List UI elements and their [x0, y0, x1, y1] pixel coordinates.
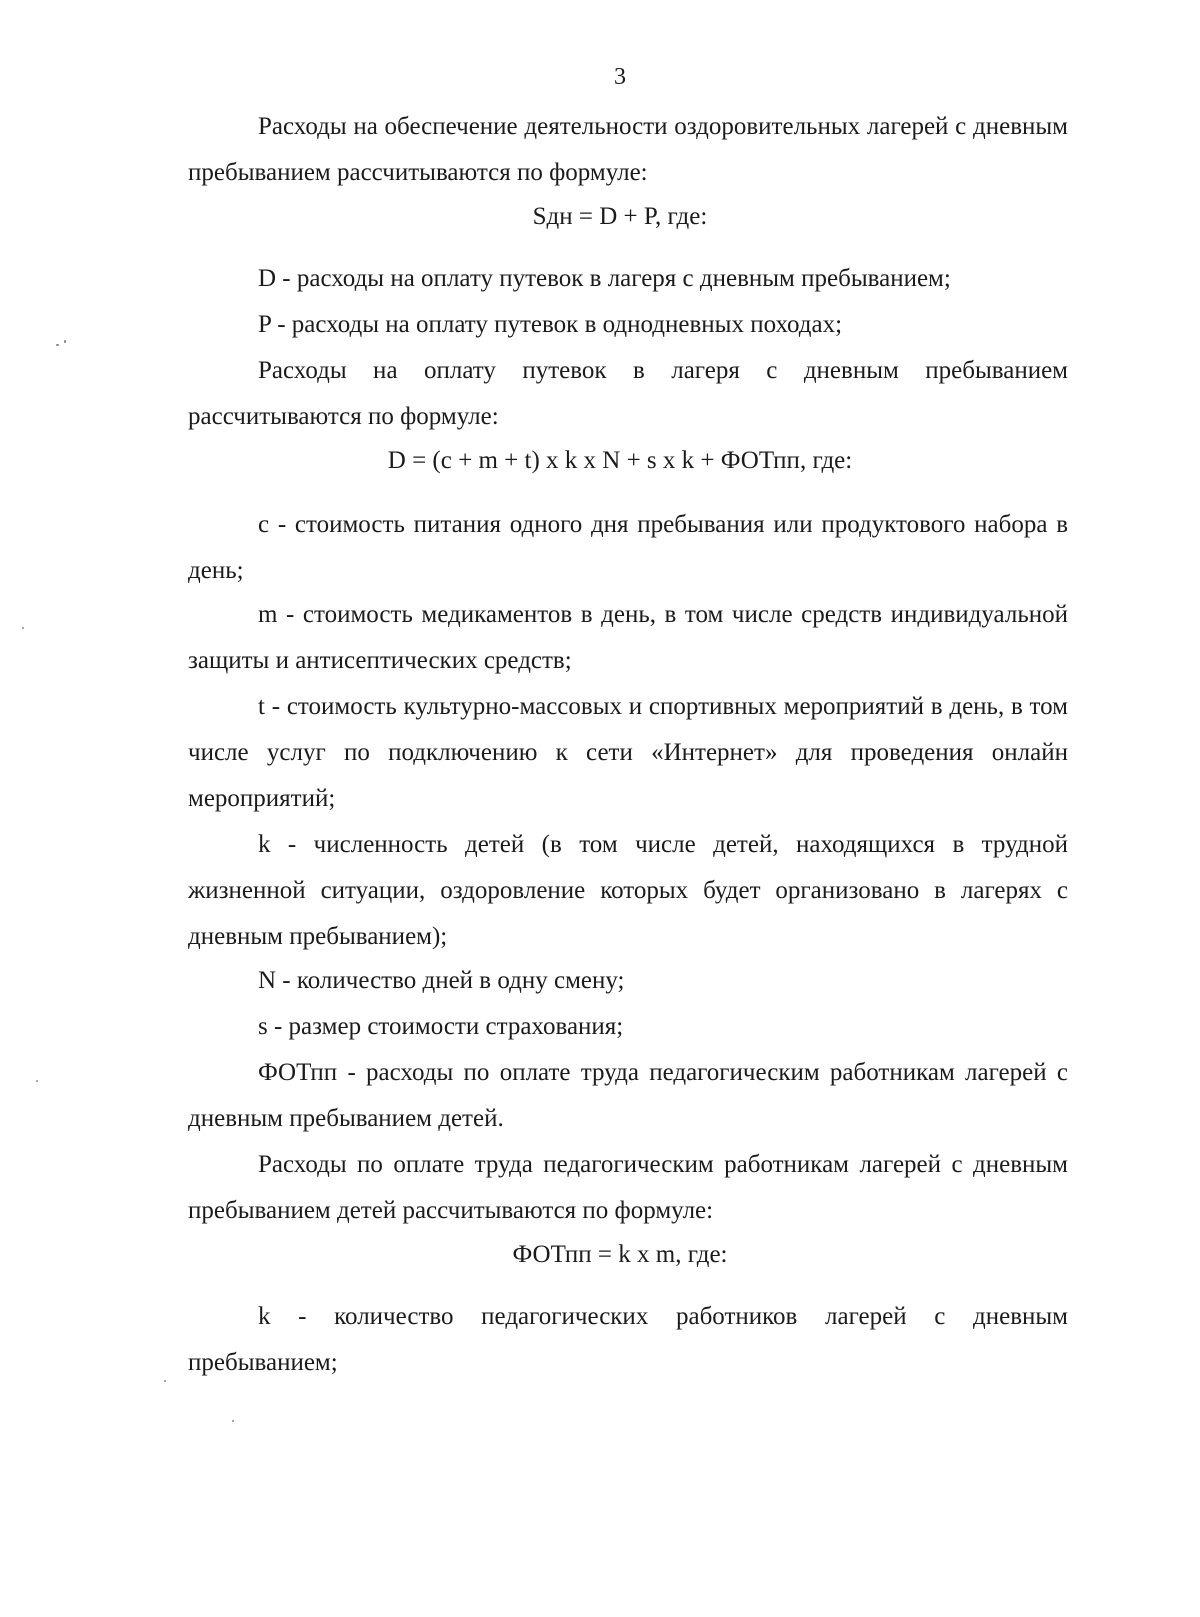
scan-speck: [56, 344, 59, 346]
scan-speck: [164, 1380, 166, 1382]
definition-fot: ФОТпп - расходы по оплате труда педагогическим работникам лагерей с дневным пребыванием детей.: [188, 1059, 1068, 1132]
scan-speck: [232, 1420, 234, 1422]
definition-s: s - размер стоимости страхования;: [258, 1013, 624, 1040]
paragraph-expenses-camps: Расходы на обеспечение деятельности оздоровительных лагерей с дневным пребыванием рассчитываются по формуле:: [188, 113, 1068, 186]
definition-p: P - расходы на оплату путевок в однодневных походах;: [258, 311, 843, 338]
definition-t: t - стоимость культурно-массовых и спортивных мероприятий в день, в том числе услуг по подключению к сети «Интернет» для проведения онлайн мероприятий;: [188, 693, 1068, 812]
page-number: 3: [614, 64, 626, 90]
definition-m: m - стоимость медикаментов в день, в том числе средств индивидуальной защиты и антисептических средств;: [188, 601, 1068, 674]
definition-n: N - количество дней в одну смену;: [258, 967, 625, 994]
definition-d: D - расходы на оплату путевок в лагеря с дневным пребыванием;: [258, 265, 951, 292]
scan-speck: [64, 340, 66, 343]
formula-d: D = (c + m + t) x k x N + s x k + ФОТпп, где:: [387, 447, 853, 474]
paragraph-salary-expenses: Расходы по оплате труда педагогическим работникам лагерей с дневным пребыванием детей рассчитываются по формуле:: [188, 1151, 1068, 1224]
scan-speck: [36, 1080, 38, 1082]
scan-speck: [22, 627, 24, 629]
formula-fot: ФОТпп = k x m, где:: [512, 1241, 728, 1268]
definition-k-teachers: k - количество педагогических работников лагерей с дневным пребыванием;: [188, 1303, 1068, 1376]
definition-k-children: k - численность детей (в том числе детей, находящихся в трудной жизненной ситуации, оздоровление которых будет организовано в лагерях с дневным пребыванием);: [188, 831, 1068, 950]
definition-c: c - стоимость питания одного дня пребывания или продуктового набора в день;: [188, 511, 1068, 584]
formula-sdn: Sдн = D + P, где:: [532, 203, 708, 230]
paragraph-expenses-vouchers: Расходы на оплату путевок в лагеря с дневным пребыванием рассчитываются по формуле:: [188, 357, 1068, 430]
